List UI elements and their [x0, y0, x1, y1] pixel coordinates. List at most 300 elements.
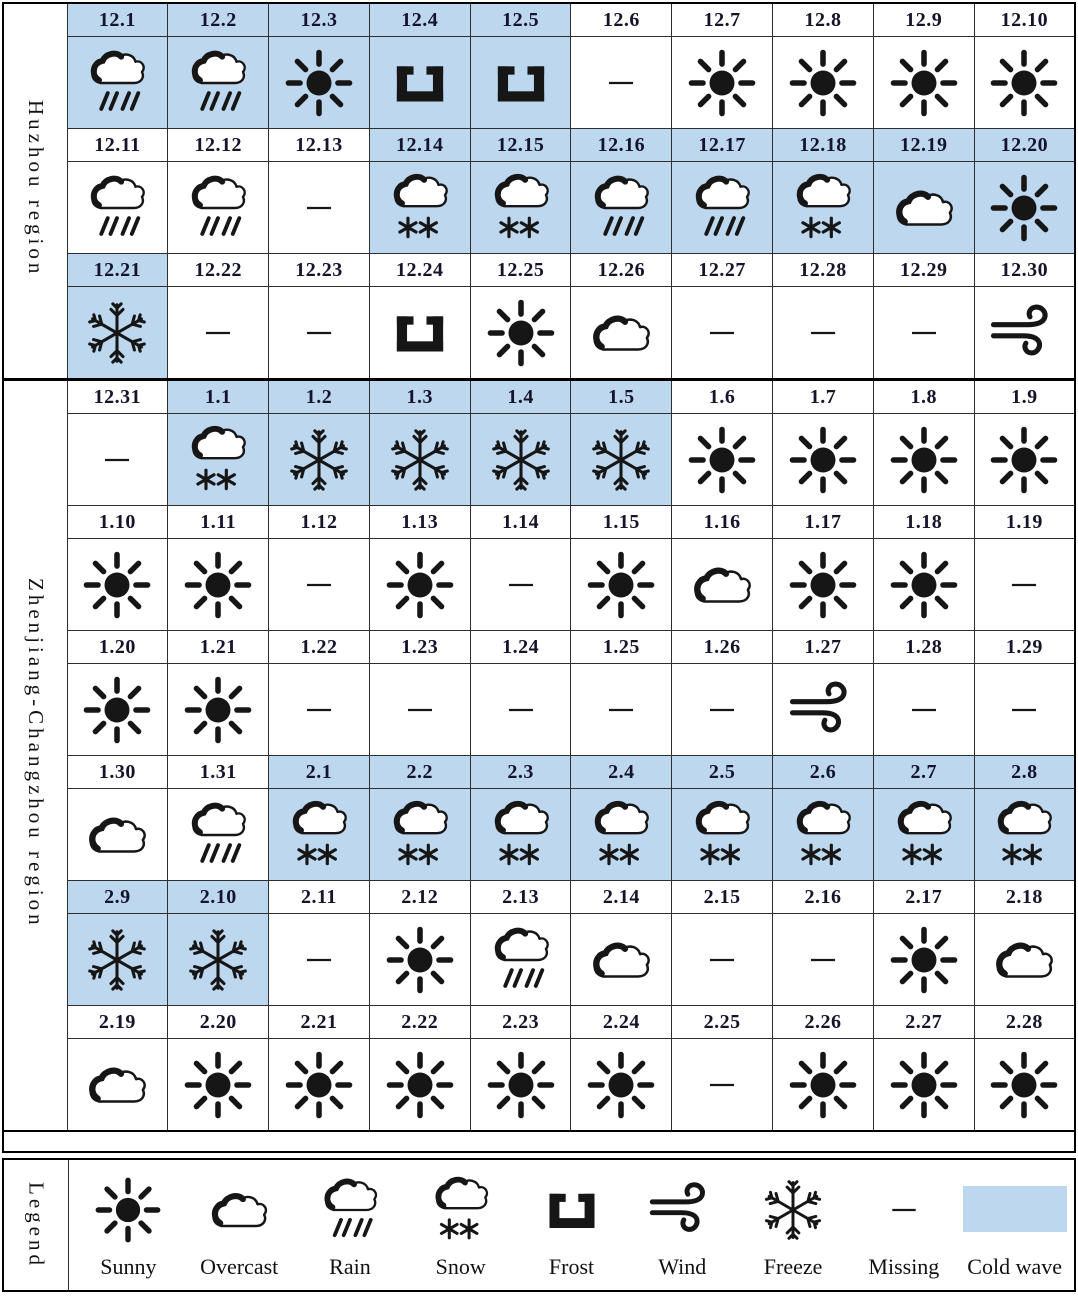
- date-cell: 12.26: [571, 254, 672, 287]
- date-cell: 2.22: [369, 1006, 470, 1039]
- weather-cell: [571, 162, 672, 254]
- sunny-icon: [786, 423, 860, 497]
- weather-cell: [773, 287, 874, 380]
- legend-item-label: Freeze: [763, 1254, 823, 1279]
- missing-icon: [282, 923, 356, 997]
- weather-cell: [67, 37, 168, 129]
- legend-item-icon: [92, 1168, 164, 1252]
- date-cell: 2.16: [773, 881, 874, 914]
- date-cell: 1.30: [67, 756, 168, 789]
- weather-cell: [773, 664, 874, 756]
- sunny-icon: [383, 1048, 457, 1122]
- overcast-icon: [80, 798, 154, 872]
- date-cell: 2.12: [369, 881, 470, 914]
- weather-cell: [672, 539, 773, 631]
- snow-icon: [786, 798, 860, 872]
- weather-cell: [369, 162, 470, 254]
- weather-cell: [470, 664, 571, 756]
- weather-cell: [571, 1039, 672, 1132]
- weather-cell: [168, 162, 269, 254]
- sunny-icon: [987, 1048, 1061, 1122]
- date-cell: 2.21: [269, 1006, 370, 1039]
- date-row: [3, 3, 1075, 37]
- date-cell: 1.27: [773, 631, 874, 664]
- weather-cell: [369, 414, 470, 506]
- snow-icon: [383, 798, 457, 872]
- snow-icon: [887, 798, 961, 872]
- weather-cell: [168, 914, 269, 1006]
- missing-icon: [181, 296, 255, 370]
- freeze-icon: [383, 423, 457, 497]
- freeze-icon: [484, 423, 558, 497]
- date-row: [3, 756, 1075, 789]
- weather-cell: [269, 539, 370, 631]
- weather-cell: [470, 414, 571, 506]
- weather-cell: [873, 287, 974, 380]
- weather-cell: [873, 162, 974, 254]
- overcast-icon: [584, 923, 658, 997]
- rain-icon: [484, 923, 558, 997]
- date-cell: 1.21: [168, 631, 269, 664]
- missing-icon: [685, 1048, 759, 1122]
- weather-cell: [470, 914, 571, 1006]
- legend-item-icon: [536, 1168, 608, 1252]
- legend-item-label: Snow: [435, 1254, 486, 1279]
- snow-icon: [685, 798, 759, 872]
- weather-cell: [974, 414, 1075, 506]
- weather-cell: [470, 287, 571, 380]
- sunny-icon: [584, 548, 658, 622]
- weather-cell: [873, 539, 974, 631]
- date-cell: 12.7: [672, 3, 773, 37]
- weather-cell: [269, 789, 370, 881]
- sunny-icon: [887, 548, 961, 622]
- legend-item-icon: [757, 1168, 829, 1252]
- missing-icon: [282, 296, 356, 370]
- date-cell: 1.31: [168, 756, 269, 789]
- weather-cell: [369, 914, 470, 1006]
- weather-cell: [369, 37, 470, 129]
- legend-item: [405, 1162, 516, 1288]
- sunny-icon: [887, 423, 961, 497]
- weather-cell: [571, 414, 672, 506]
- legend-items: [69, 1160, 1074, 1290]
- date-cell: 12.20: [974, 129, 1075, 162]
- weather-cell: [773, 1039, 874, 1132]
- snow-icon: [383, 171, 457, 245]
- weather-cell: [269, 162, 370, 254]
- date-cell: 1.1: [168, 380, 269, 414]
- weather-cell: [571, 789, 672, 881]
- weather-row: [3, 789, 1075, 881]
- weather-cell: [672, 37, 773, 129]
- date-cell: 2.11: [269, 881, 370, 914]
- overcast-icon: [584, 296, 658, 370]
- legend-item-icon: [203, 1168, 275, 1252]
- date-cell: 12.2: [168, 3, 269, 37]
- weather-cell: [571, 914, 672, 1006]
- weather-cell: [67, 914, 168, 1006]
- sunny-icon: [181, 548, 255, 622]
- date-cell: 12.19: [873, 129, 974, 162]
- sunny-icon: [685, 46, 759, 120]
- sunny-icon: [584, 1048, 658, 1122]
- weather-cell: [67, 664, 168, 756]
- date-row: [3, 1006, 1075, 1039]
- overcast-icon: [80, 1048, 154, 1122]
- weather-cell: [773, 37, 874, 129]
- date-cell: 2.13: [470, 881, 571, 914]
- freeze-icon: [181, 923, 255, 997]
- weather-cell: [672, 664, 773, 756]
- date-cell: 1.12: [269, 506, 370, 539]
- weather-cell: [974, 287, 1075, 380]
- weather-cell: [773, 914, 874, 1006]
- spacer-row: [3, 1131, 1075, 1152]
- date-cell: 2.17: [873, 881, 974, 914]
- date-cell: 12.6: [571, 3, 672, 37]
- legend-item-label: Sunny: [100, 1254, 157, 1279]
- weather-cell: [773, 539, 874, 631]
- date-cell: 2.24: [571, 1006, 672, 1039]
- date-cell: 1.17: [773, 506, 874, 539]
- date-cell: 1.2: [269, 380, 370, 414]
- date-row: [3, 881, 1075, 914]
- snow-icon: [484, 798, 558, 872]
- date-cell: 2.14: [571, 881, 672, 914]
- date-cell: 2.7: [873, 756, 974, 789]
- freeze-icon: [80, 296, 154, 370]
- frost-icon: [383, 46, 457, 120]
- date-cell: 12.30: [974, 254, 1075, 287]
- date-cell: 12.27: [672, 254, 773, 287]
- weather-cell: [672, 162, 773, 254]
- weather-cell: [168, 539, 269, 631]
- date-cell: 1.26: [672, 631, 773, 664]
- legend-item: [738, 1162, 849, 1288]
- date-cell: 1.8: [873, 380, 974, 414]
- date-cell: 2.2: [369, 756, 470, 789]
- weather-cell: [571, 539, 672, 631]
- overcast-icon: [887, 171, 961, 245]
- sunny-icon: [484, 296, 558, 370]
- date-cell: 12.23: [269, 254, 370, 287]
- sunny-icon: [92, 1174, 164, 1246]
- sunny-icon: [987, 423, 1061, 497]
- missing-icon: [484, 548, 558, 622]
- weather-cell: [470, 789, 571, 881]
- missing-icon: [987, 548, 1061, 622]
- weather-row: [3, 162, 1075, 254]
- rain-icon: [314, 1174, 386, 1246]
- weather-cell: [470, 37, 571, 129]
- legend-item: [959, 1162, 1070, 1288]
- date-cell: 12.8: [773, 3, 874, 37]
- legend-item: [516, 1162, 627, 1288]
- weather-cell: [873, 914, 974, 1006]
- date-cell: 1.25: [571, 631, 672, 664]
- date-cell: 12.24: [369, 254, 470, 287]
- freeze-icon: [282, 423, 356, 497]
- region-label-cell: [3, 380, 67, 1132]
- weather-cell: [67, 414, 168, 506]
- weather-cell: [873, 37, 974, 129]
- date-cell: 2.15: [672, 881, 773, 914]
- cold-wave-swatch: [963, 1178, 1067, 1242]
- snow-icon: [181, 423, 255, 497]
- date-cell: 2.27: [873, 1006, 974, 1039]
- missing-icon: [685, 923, 759, 997]
- date-cell: 12.28: [773, 254, 874, 287]
- legend-item-label: Missing: [868, 1254, 940, 1279]
- date-cell: 12.25: [470, 254, 571, 287]
- date-cell: 1.3: [369, 380, 470, 414]
- legend-item-label: Overcast: [200, 1254, 279, 1279]
- missing-icon: [786, 923, 860, 997]
- date-cell: 2.28: [974, 1006, 1075, 1039]
- legend-item-label: Frost: [548, 1254, 595, 1279]
- weather-row: [3, 664, 1075, 756]
- weather-cell: [974, 539, 1075, 631]
- missing-icon: [584, 46, 658, 120]
- freeze-icon: [80, 923, 154, 997]
- rain-icon: [181, 798, 255, 872]
- date-cell: 1.5: [571, 380, 672, 414]
- freeze-icon: [757, 1174, 829, 1246]
- weather-cell: [67, 789, 168, 881]
- overcast-icon: [987, 923, 1061, 997]
- frost-icon: [383, 296, 457, 370]
- weather-cell: [571, 37, 672, 129]
- missing-icon: [987, 673, 1061, 747]
- overcast-icon: [685, 548, 759, 622]
- date-cell: 1.4: [470, 380, 571, 414]
- snow-icon: [282, 798, 356, 872]
- sunny-icon: [181, 1048, 255, 1122]
- weather-cell: [269, 287, 370, 380]
- region-label-cell: [3, 3, 67, 380]
- sunny-icon: [383, 923, 457, 997]
- date-cell: 12.31: [67, 380, 168, 414]
- missing-icon: [887, 673, 961, 747]
- date-cell: 2.25: [672, 1006, 773, 1039]
- date-cell: 1.9: [974, 380, 1075, 414]
- weather-cell: [974, 664, 1075, 756]
- date-cell: 2.26: [773, 1006, 874, 1039]
- date-cell: 1.10: [67, 506, 168, 539]
- frost-icon: [484, 46, 558, 120]
- legend-item: [627, 1162, 738, 1288]
- date-cell: 12.9: [873, 3, 974, 37]
- snow-icon: [484, 171, 558, 245]
- missing-icon: [484, 673, 558, 747]
- date-cell: 12.4: [369, 3, 470, 37]
- legend-item-icon: [868, 1168, 940, 1252]
- freeze-icon: [584, 423, 658, 497]
- weather-row: [3, 914, 1075, 1006]
- weather-row: [3, 287, 1075, 380]
- sunny-icon: [80, 673, 154, 747]
- overcast-icon: [203, 1174, 275, 1246]
- weather-cell: [672, 914, 773, 1006]
- date-cell: 12.16: [571, 129, 672, 162]
- weather-cell: [974, 1039, 1075, 1132]
- legend-label: Legend: [24, 1181, 49, 1269]
- weather-cell: [369, 287, 470, 380]
- weather-cell: [672, 789, 773, 881]
- weather-cell: [269, 664, 370, 756]
- wind-icon: [646, 1174, 718, 1246]
- rain-icon: [80, 171, 154, 245]
- weather-cell: [369, 539, 470, 631]
- date-cell: 1.22: [269, 631, 370, 664]
- missing-icon: [685, 673, 759, 747]
- legend-item-icon: [314, 1168, 386, 1252]
- date-cell: 2.18: [974, 881, 1075, 914]
- weather-cell: [470, 539, 571, 631]
- legend-item: [848, 1162, 959, 1288]
- legend-item-label: Rain: [329, 1254, 371, 1279]
- date-cell: 1.29: [974, 631, 1075, 664]
- weather-cell: [873, 664, 974, 756]
- weather-cell: [974, 162, 1075, 254]
- date-cell: 12.29: [873, 254, 974, 287]
- date-cell: 2.10: [168, 881, 269, 914]
- legend-item: [184, 1162, 295, 1288]
- date-cell: 12.1: [67, 3, 168, 37]
- missing-icon: [383, 673, 457, 747]
- region-label: Huzhou region: [23, 99, 48, 278]
- weather-cell: [470, 162, 571, 254]
- date-cell: 12.3: [269, 3, 370, 37]
- weather-cell: [168, 414, 269, 506]
- weather-row: [3, 37, 1075, 129]
- snow-icon: [987, 798, 1061, 872]
- sunny-icon: [987, 171, 1061, 245]
- date-cell: 2.20: [168, 1006, 269, 1039]
- snow-icon: [786, 171, 860, 245]
- date-row: [3, 380, 1075, 414]
- date-cell: 2.1: [269, 756, 370, 789]
- date-cell: 1.24: [470, 631, 571, 664]
- date-cell: 1.28: [873, 631, 974, 664]
- frost-icon: [536, 1174, 608, 1246]
- rain-icon: [181, 46, 255, 120]
- weather-cell: [168, 664, 269, 756]
- weather-cell: [974, 789, 1075, 881]
- date-cell: 1.18: [873, 506, 974, 539]
- sunny-icon: [282, 46, 356, 120]
- sunny-icon: [786, 1048, 860, 1122]
- date-cell: 12.18: [773, 129, 874, 162]
- sunny-icon: [887, 1048, 961, 1122]
- spacer-cell: [3, 1131, 1075, 1152]
- date-cell: 2.5: [672, 756, 773, 789]
- weather-cell: [269, 1039, 370, 1132]
- weather-cell: [974, 914, 1075, 1006]
- date-row: [3, 631, 1075, 664]
- missing-icon: [786, 296, 860, 370]
- date-cell: 2.19: [67, 1006, 168, 1039]
- sunny-icon: [987, 46, 1061, 120]
- legend-label-cell: [4, 1160, 69, 1290]
- sunny-icon: [484, 1048, 558, 1122]
- legend-item: [73, 1162, 184, 1288]
- date-cell: 12.11: [67, 129, 168, 162]
- sunny-icon: [887, 46, 961, 120]
- legend-item-icon: [646, 1168, 718, 1252]
- weather-cell: [773, 162, 874, 254]
- weather-row: [3, 1039, 1075, 1132]
- weather-cell: [269, 37, 370, 129]
- weather-cell: [974, 37, 1075, 129]
- snow-icon: [584, 798, 658, 872]
- weather-cell: [470, 1039, 571, 1132]
- weather-cell: [168, 789, 269, 881]
- weather-cell: [571, 664, 672, 756]
- missing-icon: [868, 1174, 940, 1246]
- weather-cell: [67, 539, 168, 631]
- sunny-icon: [181, 673, 255, 747]
- date-cell: 12.10: [974, 3, 1075, 37]
- date-cell: 2.3: [470, 756, 571, 789]
- weather-cell: [67, 1039, 168, 1132]
- date-cell: 12.5: [470, 3, 571, 37]
- date-cell: 1.7: [773, 380, 874, 414]
- date-cell: 1.20: [67, 631, 168, 664]
- missing-icon: [887, 296, 961, 370]
- date-cell: 1.23: [369, 631, 470, 664]
- legend: [2, 1158, 1076, 1292]
- weather-cell: [369, 789, 470, 881]
- legend-item-icon: [425, 1168, 497, 1252]
- date-row: [3, 129, 1075, 162]
- date-cell: 1.11: [168, 506, 269, 539]
- date-row: [3, 506, 1075, 539]
- weather-cell: [269, 414, 370, 506]
- weather-cell: [672, 414, 773, 506]
- weather-cell: [369, 664, 470, 756]
- sunny-icon: [80, 548, 154, 622]
- weather-row: [3, 414, 1075, 506]
- legend-item-label: Cold wave: [967, 1254, 1062, 1279]
- date-cell: 1.6: [672, 380, 773, 414]
- date-cell: 12.22: [168, 254, 269, 287]
- weather-cell: [672, 1039, 773, 1132]
- date-cell: 12.15: [470, 129, 571, 162]
- date-cell: 1.16: [672, 506, 773, 539]
- weather-cell: [773, 414, 874, 506]
- weather-cell: [873, 789, 974, 881]
- missing-icon: [685, 296, 759, 370]
- missing-icon: [282, 673, 356, 747]
- legend-item-icon: [963, 1168, 1067, 1252]
- date-cell: 1.15: [571, 506, 672, 539]
- weather-row: [3, 539, 1075, 631]
- date-cell: 1.14: [470, 506, 571, 539]
- weather-cell: [873, 1039, 974, 1132]
- snow-icon: [425, 1174, 497, 1246]
- date-cell: 2.23: [470, 1006, 571, 1039]
- rain-icon: [584, 171, 658, 245]
- date-cell: 1.19: [974, 506, 1075, 539]
- sunny-icon: [786, 548, 860, 622]
- missing-icon: [80, 423, 154, 497]
- wind-icon: [786, 673, 860, 747]
- rain-icon: [685, 171, 759, 245]
- date-cell: 12.13: [269, 129, 370, 162]
- date-cell: 2.4: [571, 756, 672, 789]
